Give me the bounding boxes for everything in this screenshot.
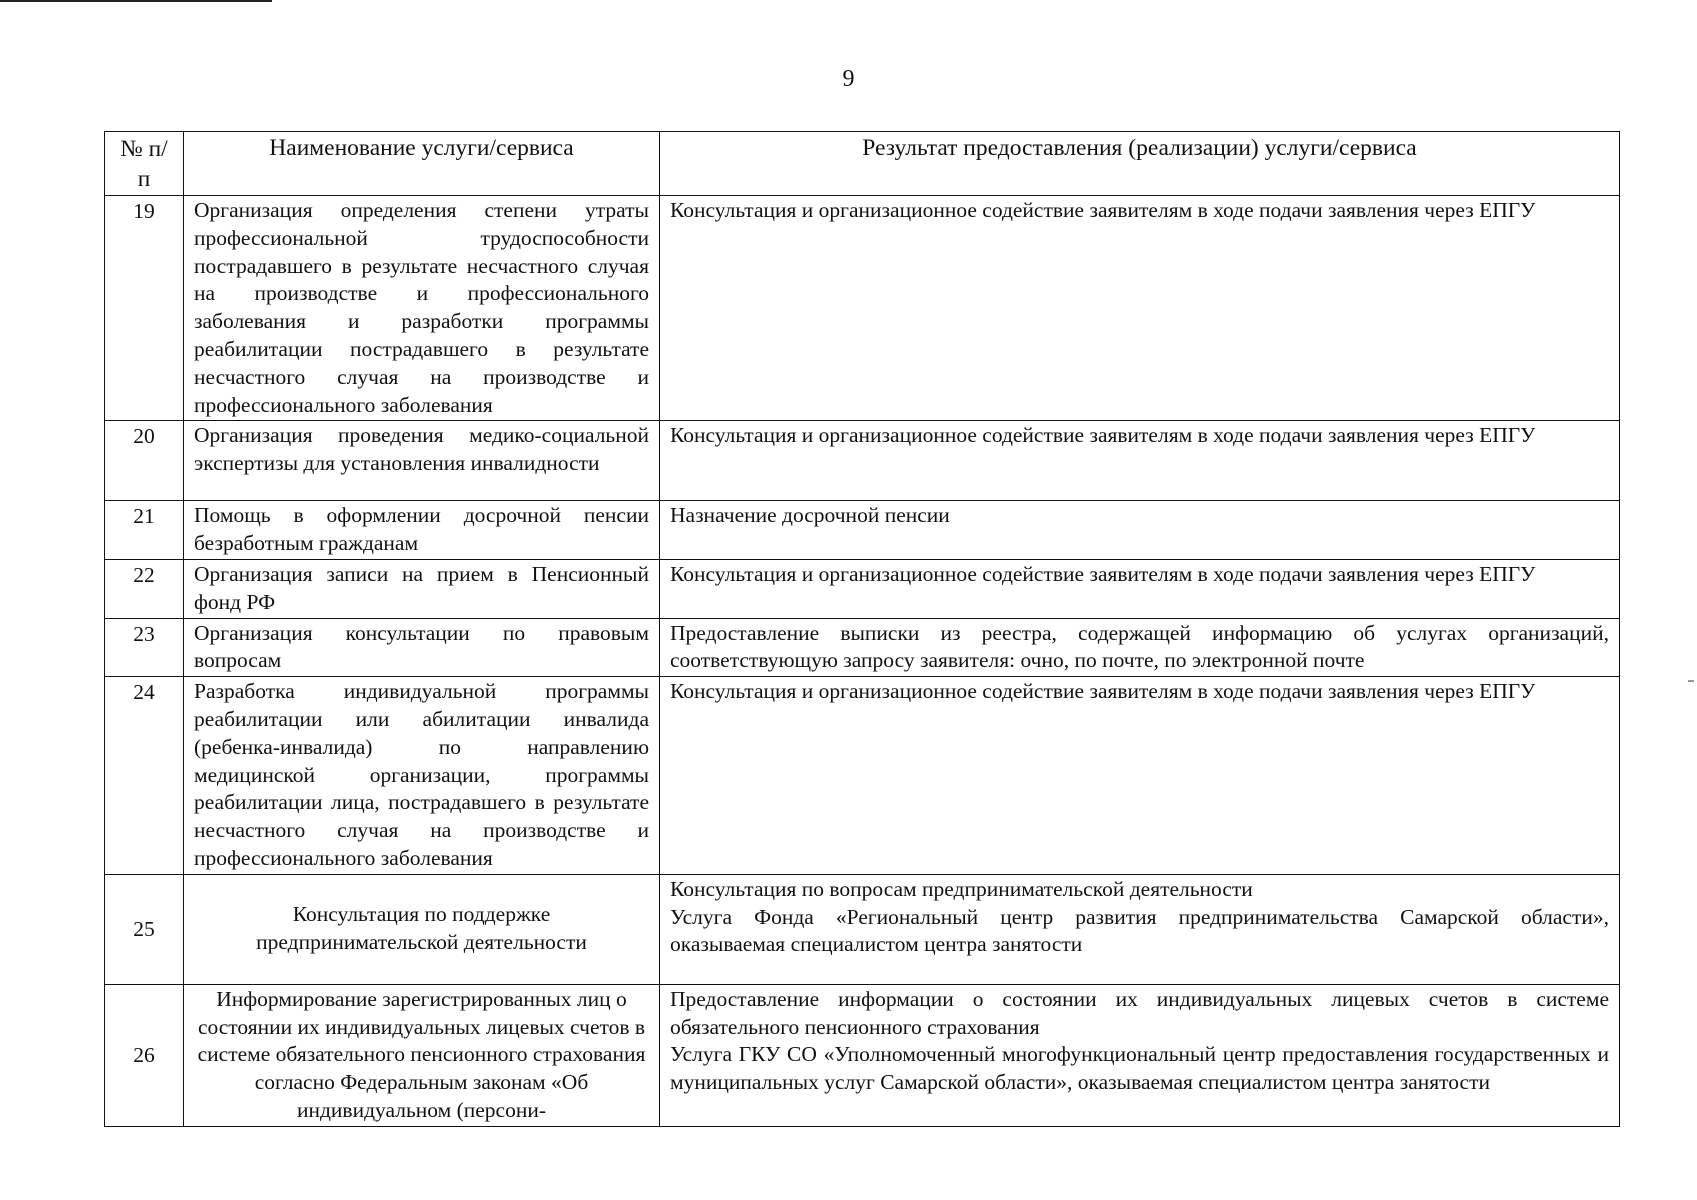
service-result bbox=[660, 677, 1620, 875]
service-name: Помощь в оформлении досрочной пенсии безработным гражданам bbox=[184, 501, 660, 560]
row-number: 22 bbox=[105, 559, 184, 618]
result-line: Предоставление информации о состоянии их индивидуальных лицевых счетов в системе обязательного пенсионного страхования bbox=[670, 986, 1609, 1039]
row-number: 20 bbox=[105, 421, 184, 501]
header-name: Наименование услуги/сервиса bbox=[184, 132, 660, 196]
row-number: 21 bbox=[105, 501, 184, 560]
service-name: Организация определения степени утраты профессиональной трудоспособности пострадавшего в результате несчастного случая на производстве и профессионального заболевания и разработки программы реабилитации пострадавшего в результате несчастного случая на производстве и профессионального заболевания bbox=[184, 196, 660, 421]
result-line: Назначение досрочной пенсии bbox=[670, 503, 950, 528]
page-number: 9 bbox=[842, 66, 855, 92]
service-name: Организация проведения медико-социальной экспертизы для установления инвалидности bbox=[184, 421, 660, 501]
header-num: № п/п bbox=[105, 132, 184, 196]
header-row bbox=[105, 132, 1620, 196]
result-line: Консультация и организационное содействие заявителям в ходе подачи заявления через ЕПГУ bbox=[670, 423, 1536, 448]
table-row bbox=[105, 196, 1620, 421]
result-line: Предоставление выписки из реестра, содержащей информацию об услугах организаций, соответствующую запросу заявителя: очно, по почте, по электронной почте bbox=[670, 620, 1609, 673]
row-number: 23 bbox=[105, 618, 184, 677]
service-result bbox=[660, 501, 1620, 560]
table-row bbox=[105, 618, 1620, 677]
result-line: Консультация по вопросам предпринимательской деятельности bbox=[670, 876, 1253, 901]
row-number: 26 bbox=[105, 984, 184, 1126]
service-result bbox=[660, 559, 1620, 618]
table-row bbox=[105, 421, 1620, 501]
result-line: Консультация и организационное содействие заявителям в ходе подачи заявления через ЕПГУ bbox=[670, 561, 1536, 586]
table-row bbox=[105, 984, 1620, 1126]
corner-rule bbox=[0, 0, 272, 2]
service-name: Информирование зарегистрированных лиц о состоянии их индивидуальных лицевых счетов в системе обязательного пенсионного страхования согласно Федеральным законам «Об индивидуальном (персони- bbox=[184, 984, 660, 1126]
service-result bbox=[660, 984, 1620, 1126]
services-table bbox=[104, 131, 1620, 1127]
service-result bbox=[660, 196, 1620, 421]
result-line: Консультация и организационное содействие заявителям в ходе подачи заявления через ЕПГУ bbox=[670, 198, 1536, 222]
service-result bbox=[660, 618, 1620, 677]
service-name: Организация записи на прием в Пенсионный фонд РФ bbox=[184, 559, 660, 618]
service-name: Консультация по поддержке предпринимательской деятельности bbox=[184, 874, 660, 984]
row-number: 19 bbox=[105, 196, 184, 421]
table-row bbox=[105, 559, 1620, 618]
service-name: Разработка индивидуальной программы реабилитации или абилитации инвалида (ребенка-инвалида) по направлению медицинской организации, программы реабилитации лица, пострадавшего в результате несчастного случая на производстве и профессионального заболевания bbox=[184, 677, 660, 875]
result-line: Услуга ГКУ СО «Уполномоченный многофункциональный центр предоставления государственных и муниципальных услуг Самарской области», оказываемая специалистом центра занятости bbox=[670, 1042, 1609, 1095]
table-row bbox=[105, 677, 1620, 875]
table-row bbox=[105, 501, 1620, 560]
header-result: Результат предоставления (реализации) услуги/сервиса bbox=[660, 132, 1620, 196]
result-line: Услуга Фонда «Региональный центр развития предпринимательства Самарской области», оказываемая специалистом центра занятости bbox=[670, 904, 1609, 957]
row-number: 25 bbox=[105, 874, 184, 984]
service-result bbox=[660, 874, 1620, 984]
margin-mark bbox=[1688, 680, 1694, 682]
service-name: Организация консультации по правовым вопросам bbox=[184, 618, 660, 677]
service-result bbox=[660, 421, 1620, 501]
row-number: 24 bbox=[105, 677, 184, 875]
table-row bbox=[105, 874, 1620, 984]
result-line: Консультация и организационное содействие заявителям в ходе подачи заявления через ЕПГУ bbox=[670, 679, 1536, 704]
